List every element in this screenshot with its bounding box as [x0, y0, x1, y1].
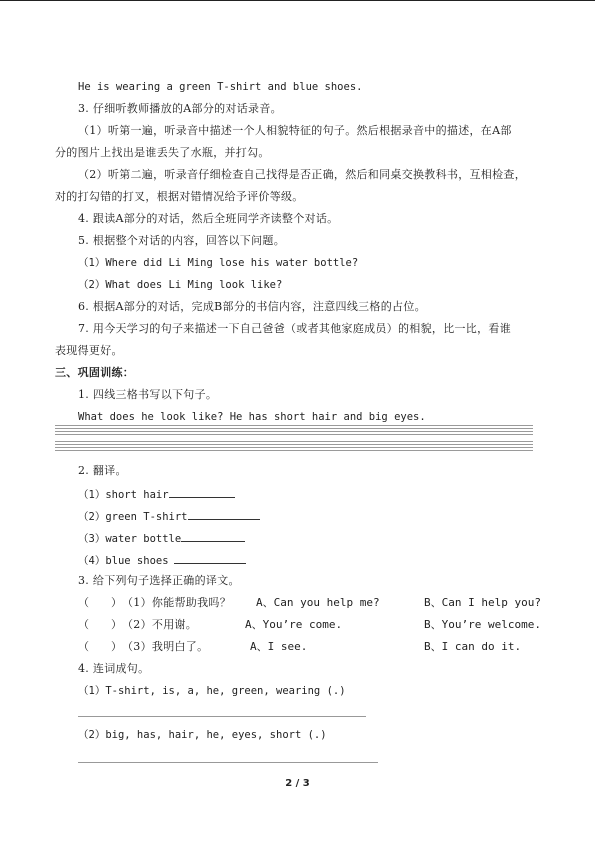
choice-paren[interactable]: （ ）	[78, 640, 122, 653]
question-1: （1）Where did Li Ming lose his water bottle?	[78, 257, 359, 269]
exercise-1-sentence: What does he look like? He has short hair and big eyes.	[78, 411, 426, 423]
page-top-border	[0, 0, 595, 1]
choice-paren[interactable]: （ ）	[78, 618, 122, 631]
writing-line	[55, 444, 533, 445]
writing-line	[55, 428, 533, 429]
reorder-item-1: （1）T-shirt, is, a, he, green, wearing (.)	[78, 685, 346, 697]
choice-option-a[interactable]: A、I see.	[250, 640, 308, 653]
choice-question: （3）我明白了。	[122, 640, 209, 653]
choice-option-b[interactable]: B、I can do it.	[424, 640, 522, 653]
answer-blank[interactable]	[169, 486, 235, 498]
step-7-line2: 表现得更好。	[55, 344, 123, 357]
step-4: 4. 跟读A部分的对话，然后全班同学齐读整个对话。	[78, 212, 339, 225]
answer-blank[interactable]	[181, 530, 245, 542]
translate-item-1: （1）short hair	[78, 486, 568, 502]
writing-line	[55, 425, 533, 426]
choice-question: （1）你能帮助我吗？	[122, 596, 231, 609]
exercise-3: 3. 给下列句子选择正确的译文。	[78, 574, 240, 587]
step-3-1-line2: 分的图片上找出是谁丢失了水瓶，并打勾。	[55, 146, 270, 159]
choice-question: （2）不用谢。	[122, 618, 198, 631]
answer-line[interactable]	[78, 762, 378, 763]
step-7-line1: 7. 用今天学习的句子来描述一下自己爸爸（或者其他家庭成员）的相貌，比一比，看谁	[78, 322, 511, 335]
translate-item-3: （3）water bottle	[78, 530, 568, 546]
exercise-4: 4. 连词成句。	[78, 662, 150, 675]
step-3-1-line1: （1）听第一遍，听录音中描述一个人相貌特征的句子。然后根据录音中的描述，在A部	[78, 124, 512, 137]
reorder-item-2: （2）big, has, hair, he, eyes, short (.)	[78, 729, 327, 741]
choice-option-a[interactable]: A、You’re come.	[245, 618, 343, 631]
answer-blank[interactable]	[174, 552, 246, 564]
translate-item-4: （4）blue shoes	[78, 552, 568, 568]
answer-line[interactable]	[78, 716, 366, 717]
exercise-2: 2. 翻译。	[78, 464, 127, 477]
step-3: 3. 仔细听教师播放的A部分的对话录音。	[78, 102, 282, 115]
example-sentence: He is wearing a green T-shirt and blue shoes.	[78, 81, 363, 93]
page-number: 2 / 3	[285, 778, 310, 789]
choice-option-b[interactable]: B、You’re welcome.	[424, 618, 541, 631]
step-3-2-line1: （2）听第二遍，听录音仔细检查自己找得是否正确，然后和同桌交换教科书，互相检查，	[78, 168, 526, 181]
step-3-2-line2: 对的打勾错的打叉，根据对错情况给予评价等级。	[55, 190, 304, 203]
writing-line	[55, 434, 533, 435]
writing-line	[55, 450, 533, 451]
choice-option-b[interactable]: B、Can I help you?	[424, 596, 541, 609]
translate-item-2: （2）green T-shirt	[78, 508, 568, 524]
choice-paren[interactable]: （ ）	[78, 596, 122, 609]
answer-blank[interactable]	[188, 508, 260, 520]
section-heading: 三、巩固训练：	[55, 366, 135, 379]
step-6: 6. 根据A部分的对话，完成B部分的书信内容，注意四线三格的占位。	[78, 300, 426, 313]
writing-line	[55, 441, 533, 442]
question-2: （2）What does Li Ming look like?	[78, 279, 283, 291]
writing-line	[55, 447, 533, 448]
step-5: 5. 根据整个对话的内容，回答以下问题。	[78, 234, 285, 247]
exercise-1: 1. 四线三格书写以下句子。	[78, 388, 218, 401]
writing-line	[55, 431, 533, 432]
choice-option-a[interactable]: A、Can you help me?	[256, 596, 380, 609]
